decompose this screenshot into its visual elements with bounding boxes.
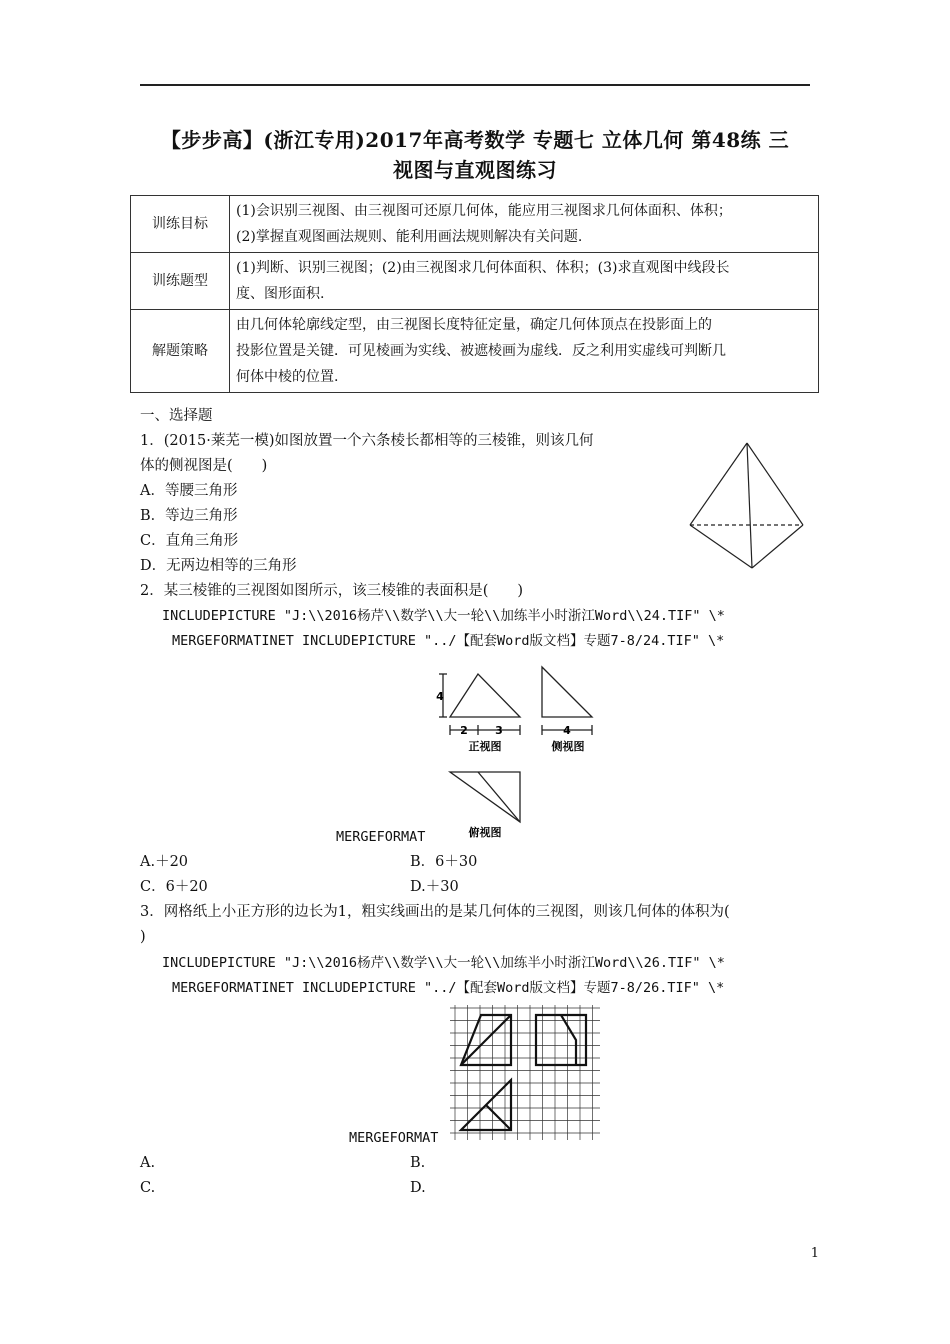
q2-mergeformat: MERGEFORMAT (336, 829, 426, 845)
q1-option-d: D．无两边相等的三角形 (140, 558, 297, 574)
q2-option-b: B．6＋30 (410, 854, 478, 870)
q1-stem-line1: 1．(2015·莱芜一模)如图放置一个六条棱长都相等的三棱锥，则该几何 (140, 433, 594, 449)
q2-side-view-caption: 侧视图 (551, 740, 585, 753)
q2-dim-3-label: 3 (495, 724, 503, 737)
table-row (131, 310, 819, 393)
q3-grid-three-views-figure (450, 1005, 600, 1140)
q3-stem-line2: ) (140, 929, 146, 945)
q2-front-view-caption: 正视图 (468, 740, 502, 753)
q2-stem: 2．某三棱锥的三视图如图所示，该三棱锥的表面积是( ) (140, 583, 524, 599)
q3-include-field-1: INCLUDEPICTURE "J:\\2016杨芹\\数学\\大一轮\\加练半小时浙江Word\\26.TIF" \* (162, 955, 725, 971)
table-key: 训练目标 (131, 196, 230, 253)
table-line: 度、图形面积. (236, 286, 325, 302)
table-row (131, 196, 819, 253)
q3-option-a: A. (140, 1155, 156, 1171)
q3-include-field-2: MERGEFORMATINET INCLUDEPICTURE "../【配套Word版文档】专题7-8/26.TIF" \* (172, 980, 725, 996)
page-number: 1 (810, 1246, 819, 1261)
document-title (130, 125, 820, 185)
section-heading: 一、选择题 (140, 408, 213, 424)
table-value (230, 196, 819, 253)
q1-stem-line2: 体的侧视图是( ) (140, 458, 268, 474)
q2-option-d: D.＋30 (410, 879, 459, 895)
q3-mergeformat: MERGEFORMAT (349, 1130, 439, 1146)
table-value (230, 310, 819, 393)
q2-side-dim-4-label: 4 (563, 724, 571, 737)
table-row (131, 253, 819, 310)
q1-option-a: A．等腰三角形 (140, 483, 238, 499)
table-line: 投影位置是关键．可见棱画为实线、被遮棱画为虚线．反之利用实虚线可判断几 (236, 343, 726, 359)
q2-include-field-1: INCLUDEPICTURE "J:\\2016杨芹\\数学\\大一轮\\加练半小时浙江Word\\24.TIF" \* (162, 608, 725, 624)
title-line-1: 【步步高】(浙江专用)2017年高考数学 专题七 立体几何 第48练 三 (160, 128, 790, 152)
q2-option-c: C．6＋20 (140, 879, 208, 895)
q2-dim-2-label: 2 (460, 724, 468, 737)
q2-include-field-2: MERGEFORMATINET INCLUDEPICTURE "../【配套Word版文档】专题7-8/24.TIF" \* (172, 633, 725, 649)
table-value (230, 253, 819, 310)
table-line: (1)判断、识别三视图；(2)由三视图求几何体面积、体积；(3)求直观图中线段长 (236, 260, 730, 276)
q2-option-a: A.＋20 (140, 854, 189, 870)
table-line: 何体中棱的位置. (236, 369, 339, 385)
title-line-2: 视图与直观图练习 (393, 158, 557, 182)
q1-option-c: C．直角三角形 (140, 533, 239, 549)
training-goals-table (130, 195, 819, 393)
tetrahedron-figure (686, 440, 808, 572)
q2-dim-4-label: 4 (436, 690, 444, 703)
table-line: 由几何体轮廓线定型，由三视图长度特征定量，确定几何体顶点在投影面上的 (236, 317, 712, 333)
table-line: (2)掌握直观图画法规则、能利用画法规则解决有关问题. (236, 229, 583, 245)
table-line: (1)会识别三视图、由三视图可还原几何体，能应用三视图求几何体面积、体积； (236, 203, 732, 219)
q3-option-d: D. (410, 1180, 426, 1196)
q2-top-view-caption: 俯视图 (468, 826, 502, 839)
header-rule (140, 84, 810, 86)
q2-three-views-figure (430, 662, 610, 842)
q3-option-c: C. (140, 1180, 156, 1196)
q1-option-b: B．等边三角形 (140, 508, 238, 524)
q3-option-b: B. (410, 1155, 426, 1171)
q3-stem-line1: 3．网格纸上小正方形的边长为1，粗实线画出的是某几何体的三视图，则该几何体的体积为( (140, 904, 730, 920)
table-key: 解题策略 (131, 310, 230, 393)
table-key: 训练题型 (131, 253, 230, 310)
